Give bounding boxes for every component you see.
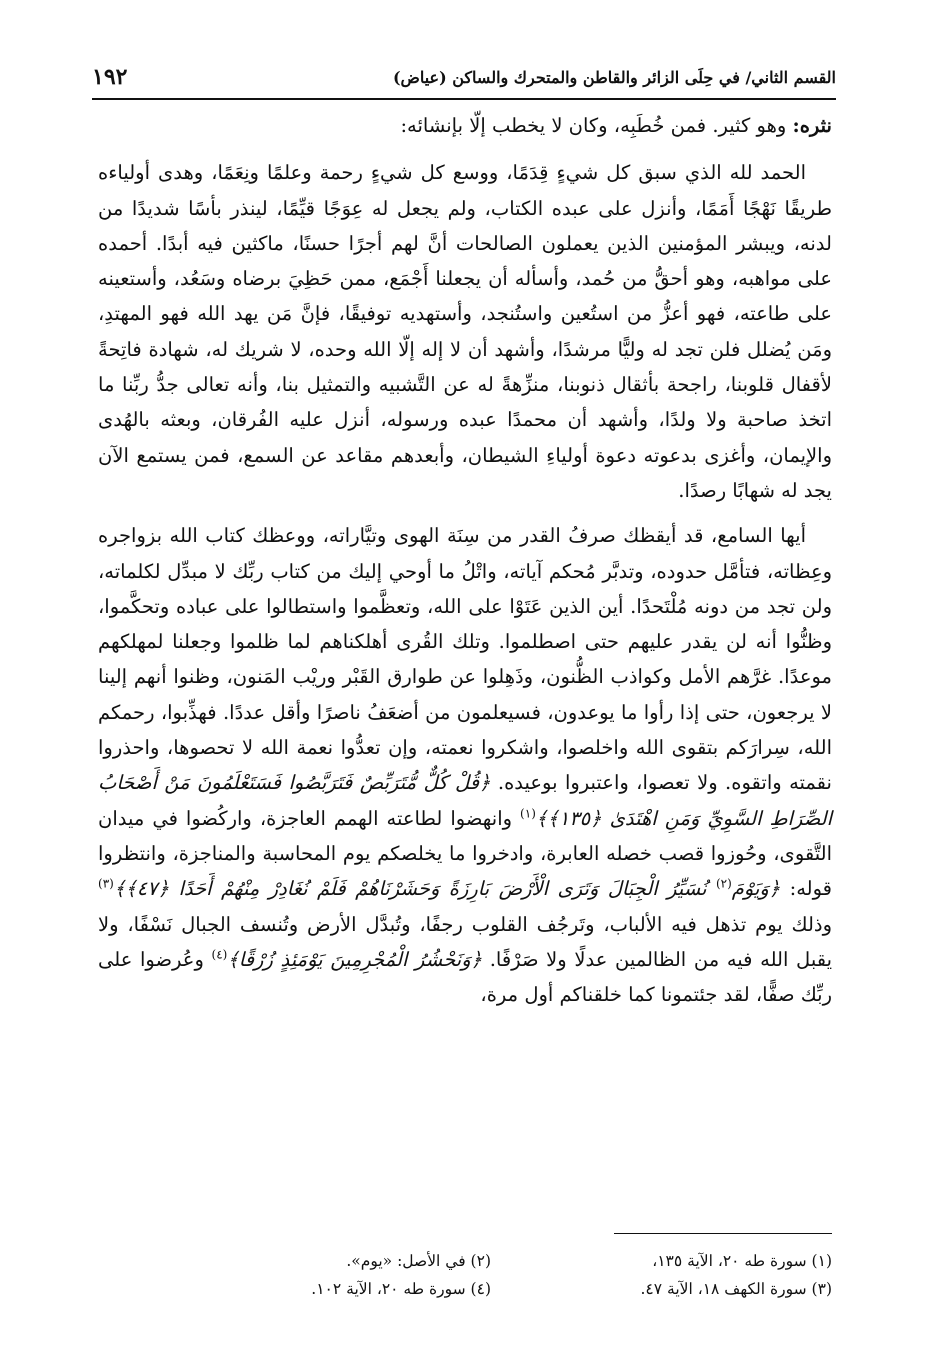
address-text-1: أيها السامع، قد أيقظك صرفُ القدر من سِنَة الهوى وتيَّاراته، ووعظك كتاب الله بزواجره وعِظاته، فتأمَّل حدوده، وتدبَّر مُحكم آياته، واتْلُ ما أوحي إليك من كتاب ربِّك لا مبدِّل لكلماته، ولن تجد من دونه مُلْتَحدًا. أين الذين عَتَوْا على الله، وتعظَّموا واستطالوا على عباده وتحكَّموا، وظنُّوا أنه لن يقدر عليهم حتى اصطلموا. وتلك القُرى أهلكناهم لما ظلموا وجعلنا لمهلكهم موعدًا. غرَّهم الأمل وكواذب الظُّنون، وذَهِلوا عن طوارق القَبْر وريْب المَنون، وظنوا أنهم إلينا لا يرجعون، حتى إذا رأوا ما يوعدون، فسيعلمون من أضعَفُ ناصرًا وأقل عددًا. فهذِّبوا، رحمكم الله، سِرارَكم بتقوى الله واخلصوا، واشكروا نعمته، وإن تعدُّوا نعمة الله لا تحصوها، واحذروا نقمته واتقوه. ولا تعصوا، واعتبروا بوعيده. — [98, 524, 832, 795]
intro-text: وهو كثير. فمن خُطَبِه، وكان لا يخطب إلّا بإنشائه: — [400, 114, 787, 137]
sermon-paragraph: الحمد لله الذي سبق كل شيءٍ قِدَمًا، ووسع كل شيءٍ رحمة وعلمًا ونِعَمًا، وهدى أولياءه طريقًا نَهْجًا أَمَمًا، وأنزل على عبده الكتاب، ولم يجعل له عِوَجًا قيِّمًا، لينذر بأسًا شديدًا من لدنه، ويبشر المؤمنين الذين يعملون الصالحات أنَّ لهم أجرًا حسنًا، ماكثين فيه أبدًا. أحمده على مواهبه، وهو أحقُّ من حُمد، وأسأله أن يجعلنا أَجْمَع، ممن حَظِيَ برضاه وسَعُد، وأستعينه على طاعته، فهو أعزُّ من استُعين واستُنجد، وأستهديه توفيقًا، فإنَّ مَن يهد الله فهو المهتدِ، ومَن يُضلل فلن تجد له وليًّا مرشدًا، وأشهد أن لا إله إلّا الله وحده، لا شريك له، شهادة فاتِحةً لأقفال قلوبنا، راجحة بأثقال ذنوبنا، منزِّهةً له عن التَّشبيه والتمثيل بنا، وأنه تعالى جدُّ ربِّنا ما اتخذ صاحبة ولا ولدًا، وأشهد أن محمدًا عبده ورسوله، أنزل عليه الفُرقان، وبعثه بالهُدى والإيمان، وأغزى بدعوته دعوة أولياءِ الشيطان، وأبعدهم مقاعد عن السمع، فمن يستمع الآن يجد له شهابًا رصدًا. — [98, 161, 832, 502]
main-text — [98, 108, 832, 1012]
footnote-4 — [150, 1278, 491, 1300]
quran-verse-2a: ﴿وَيَوْمَ — [731, 877, 781, 901]
intro-paragraph — [98, 108, 832, 143]
footnote-divider — [614, 1233, 832, 1234]
footnote-ref-2[interactable]: (٢) — [715, 876, 732, 891]
footnote-number: (٢) — [470, 1252, 491, 1270]
page-number: ١٩٢ — [92, 64, 128, 90]
header-divider — [92, 98, 836, 100]
footnotes — [150, 1250, 832, 1300]
footnote-number: (٣) — [811, 1280, 832, 1298]
footnote-number: (١) — [811, 1252, 832, 1270]
running-title: القسم الثاني/ في حِلَى الزائر والقاطن والمتحرك والساكن (عياض) — [392, 67, 836, 87]
footnote-ref-4[interactable]: (٤) — [211, 947, 228, 962]
intro-label: نثره: — [792, 114, 832, 137]
address-text-2: وانهضوا لطاعته الهمم العاجزة، واركُضوا في ميدان التَّقوى، وحُوزوا قصب خصله العابرة، وادخروا ما يخلصكم يوم المحاسبة والمناجزة، وانتظروا قوله: — [98, 806, 832, 901]
footnote-number: (٤) — [470, 1280, 491, 1298]
footnote-1 — [491, 1250, 832, 1272]
address-paragraph — [98, 518, 832, 1012]
address-text-3: وذلك يوم تذهل فيه الألباب، وتَرجُف القلوب رجفًا، وتُبدَّل الأرض وتُنسف الجبال نَسْفًا، ولا يقبل الله فيه من الظالمين عدلًا ولا صَرْفًا. — [98, 912, 832, 971]
quran-verse-1: ﴿قُلْ كُلٌّ مُّتَرَبِّصٌ فَتَرَبَّصُوا فَسَتَعْلَمُونَ مَنْ أَصْحَابُ الصِّرَاطِ السَّوِيِّ وَمَنِ اهْتَدَىٰ ﴿١٣٥﴾﴾ — [98, 771, 832, 830]
footnote-text: سورة الكهف ١٨، الآية ٤٧. — [640, 1280, 807, 1298]
footnote-ref-3[interactable]: (٣) — [98, 876, 114, 891]
quran-verse-2b: نُسَيِّرُ الْجِبَالَ وَتَرَى الْأَرْضَ بَارِزَةً وَحَشَرْنَاهُمْ فَلَمْ نُغَادِرْ مِنْهُمْ أَحَدًا ﴿٤٧﴾﴾ — [113, 877, 707, 901]
footnote-text: سورة طه ٢٠، الآية ١٣٥، — [652, 1252, 807, 1270]
quran-verse-3: ﴿وَنَحْشُرُ الْمُجْرِمِينَ يَوْمَئِذٍ زُرْقًا﴾ — [227, 947, 483, 971]
footnote-text: سورة طه ٢٠، الآية ١٠٢. — [311, 1280, 466, 1298]
footnote-3 — [491, 1278, 832, 1300]
page-header — [92, 58, 836, 96]
address-text-4: وعُرضوا على ربِّك صفًّا، لقد جئتمونا كما خلقناكم أول مرة، — [98, 947, 832, 1007]
footnote-2 — [150, 1250, 491, 1272]
footnote-text: في الأصل: «يوم». — [346, 1252, 466, 1270]
footnote-ref-1[interactable]: (١) — [520, 806, 536, 821]
